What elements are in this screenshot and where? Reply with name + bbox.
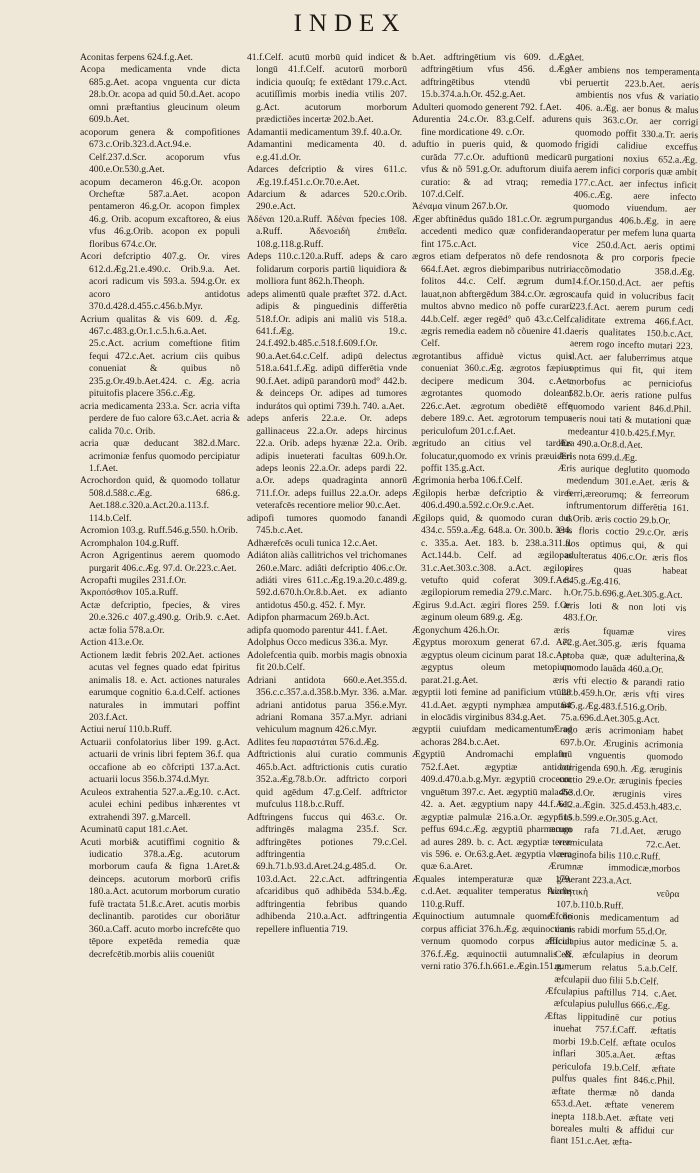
index-entry: ægritudo an citius vel tardius folucatur,quomodo ex vrinis præuideri poffit 135.g.Act. bbox=[412, 438, 572, 474]
index-entry: Æftas lippitudinē cur potius inuehat 757.f.Caff. æftatis morbi 19.b.Celf. æftate oculos inflari 305.a.Aet. æftas periculofa 19.b.Celf. æftate pulfus quales fint 846.c.Phil. æftate thermæ nõ danda 653.d.Aet. æftate venerem inepta 118.b.Aet. æftate veti boreales multi & affidui cur fiant 151.c.Aet. æfta- bbox=[544, 1010, 677, 1149]
index-entry: Adftringens fuccus qui 463.c. Or. adftringēs malagma 235.f. Scr. adftringētes potiones 79.c.Cel. adftringentia 69.h.71.b.93.d.Aret.24.g.485.d. Or. 103.d.Act. 22.c.Act. adftringentia afcaridibus quō adhibēda 534.b.Æg. adftringentia febribus quando adhibenda 210.a.Act. adftringentia repellere influentia 719. bbox=[247, 811, 407, 935]
index-entry: Ærumnæ immodicæ,morbos generant 223.a.Act. bbox=[547, 861, 681, 887]
index-entry: Aet. bbox=[567, 52, 585, 64]
index-entry: ægyptii cuiufdam medicamentum ad achoras 284.b.c.Aet. bbox=[412, 724, 572, 748]
index-entry: Acopa medicamenta vnde dicta 685.g.Aet. acopa vnguenta cur dicta 28.b.Or. acopa ad quid 50.d.Aet. acopo omni præftantius gleucinum oleum 609.b.Aet. bbox=[80, 64, 240, 126]
index-entry: ægros etiam defperatos nõ defe rendos 664.f.Aet. ægros diebimparibus nutriri folitos 44.c. Celf. ægrum dum lauat,non abftergēdum 384.c.Or. ægros multos abvno medico nõ poffe curari 44.b.Celf. æger regēd° quō 43.c.Celf. ægris remedia eadem nõ cõuenire 41.d. Celf. bbox=[412, 251, 572, 350]
index-entry: Ἀέναμα vinum 267.b.Or. bbox=[412, 201, 508, 213]
index-column-1 bbox=[80, 52, 240, 1167]
index-entry: Adriani antidota 660.e.Aet.355.d. 356.c.c.357.a.d.358.b.Myr. 336. a.Mar. adriani antidotus parua 356.e.Myr. adriani Romana 357.a.Myr. adriani vehiculum magnum 426.c.Myr. bbox=[247, 674, 407, 736]
index-entry: Adlites feu παραστάται 576.d.Æg. bbox=[247, 736, 380, 748]
index-entry: Actionem lædit febris 202.Aet. actiones acutas vel fegnes quado edat fpiritus animalis 18. e. Act. actiones naturales earumque cognitio 6.a.d.Celf. actiones naturales in immutari poffint 203.f.Act. bbox=[80, 649, 240, 724]
index-entry: adipofi tumores quomodo fanandi 745.b.c.Aet. bbox=[247, 512, 407, 537]
index-entry: Acrium qualitas & vis 609. d. Æg. 467.c.483.g.Or.1.c.5.h.6.a.Aet. 25.c.Act. acrium comeftione fitim fequi 472.c.Aet. acrium ciis quibus conueniat & quibus nõ 235.g.Or.49.b.Aet.424. c. Æg. acria pituitofis placere 356.c.Æg. bbox=[80, 313, 240, 400]
index-entry: Ægilopis herbæ defcriptio & vires 406.d.490.a.592.c.Or.9.c.Aet. bbox=[412, 487, 572, 512]
index-entry: Æris nota 699.d.Æg. bbox=[557, 450, 638, 464]
index-entry: Actiui neruí 110.b.Ruff. bbox=[80, 724, 172, 736]
index-entry: Adamantii medicamentum 39.f. 40.a.Or. bbox=[247, 126, 403, 138]
index-entry: acopum decameron 46.g.Or. acopon Orcheftæ 587.a.Aet. acopon pentameron 46.g.Or. acopon fimplex 46.g. Orib. acopum excaftoreo, & eius vfus 46.g.Orib. acopon ex populi floribus 674.c.Or. bbox=[80, 176, 240, 250]
index-entry: Ἀκροπόσθιον 105.a.Ruff. bbox=[80, 587, 179, 599]
index-entry: Æfchrionis medicamentum ad canis rabidi morfum 55.d.Or. bbox=[546, 911, 679, 938]
index-entry: Acuti morbi& acutiffimi cognitio & iudicatio 378.a.Æg. acutorum morborum caufa & figna 1.Aret.& deinceps. acutorum morborū crifis 180.a.Act. acutorum morborum curatio fufè tractata 51.ß.c.Aret. acutis morbis declinantib. parotides cur oboriātur 360.a.Caff. acuto morbo increfcēte quo tēpore expetēda remedia quæ decrefcētib.morbis aliis coueniūt bbox=[80, 836, 240, 960]
index-entry: Æquinoctium autumnale quomo do corpus afficiat 376.h.Æg. æquinoctium vernum quomodo corpus afficiat 376.f.Æg. æquinoctii autumnalis & verni ratio 376.f.h.661.e.Ægin.151.g. bbox=[412, 911, 572, 973]
index-entry: æris fquamæ vires 72.g.Aet.305.g. æris fquama proba quæ, quæ adulterina,& quomodo lauāda 460.a.Or. bbox=[553, 624, 686, 676]
index-entry: Aer ambiens nos temperamenta peruertit 223.b.Aet. aeris ambientis nos vfus & variatio 406. a.Æg. aer bonus & malus quis 363.c.Or. aer corrigi quomodo poffit 330.a.Tr. aeris frigidi calidiue exceffus purgationi noxius 652.a.Æg. aerem infici corporis quæ ambit 177.c.Act. aer infectus inficit 406.c.Æg. aere infecto quomodo viuendum. aer purgandus 406.b.Æg. in aere operatur per mefem luna quarta vice 250.d.Act. aeris optimi nota & pro corporis fpecie accõmodatio 358.d.Æg. 14.f.Or.150.d.Act. aer peftis caufa quid in volucribus facit 223.f.Act. aerem purum cedi caliditate extrema 466.f.Act. aeris qualitates 150.b.c.Act. aerem rogo incefto mutari 223. d.Act. aer faluberrimus atque optimus qui fit, qui item morbofus ac perniciofus 582.b.Or. aeris ratione pulfus quomodo varient 846.d.Phil. aeris noui tati & mutationi quæ medeantur 410.b.425.f.Myr. bbox=[567, 64, 700, 440]
index-entry: Acromphalon 104.g.Ruff. bbox=[80, 537, 179, 549]
index-entry: Adhærefcēs oculi tunica 12.c.Aet. bbox=[247, 537, 378, 549]
index-entry: aduftio in pueris quid, & quomodo curāda 77.c.Or. aduftionū medicarū vfus & nõ 591.g.Or. aduftorum diuifa curatio: & ad vtraq; remedia 107.d.Celf. bbox=[412, 139, 572, 200]
index-entry: Ægirus 9.d.Act. ægiri flores 259. f.Or. æginum oleum 689.g. Æg. bbox=[412, 599, 572, 624]
index-entry: 41.f.Celf. acutū morbū quid indicet & longū 41.f.Celf. acutorū morborū indicia quouſq; fe extēdant 179.c.Act. acutiſſimis morbis inedia vtilis 207. g.Act. acutorum morborum prædictiões incertæ 202.b.Aet. bbox=[247, 52, 407, 126]
index-entry: æris floris coctio 29.c.Or. æris flos optimus qui, & qui adulteratus 406.c.Or. æris flos vires quas habeat 645.g.Æg.416. h.Or.75.b.696.g.Aet.305.g.Act. æris loti & non loti vis 483.f.Or. bbox=[556, 525, 689, 625]
index-entry: adipfa quomodo parentur 441. f.Aet. bbox=[247, 624, 388, 636]
index-entry: acria quæ deducant 382.d.Marc. acrimoniæ fenfus quomodo percipiatur 1.f.Aet. bbox=[80, 438, 240, 474]
index-entry: Adulteri quomodo generent 792. f.Aet. bbox=[412, 101, 562, 113]
index-entry: Æris aurique deglutito quomodo medendum 301.e.Aet. æris & ferri,æreorumq; & ferreorum inftrumentorum differētia 161. d.Orib. æris coctio 29.b.Or. bbox=[557, 462, 690, 527]
index-entry: Actæ defcriptio, fpecies, & vires 20.e.326.c 407.g.490.g. Orib.9. c.Aet. actæ folia 578.a.Or. bbox=[80, 599, 240, 636]
index-entry: Adarcium & adarces 520.c.Orib. 290.e.Act. bbox=[247, 188, 407, 213]
index-entry: Æfculapius autor medicinæ 5. a. Celf. æfculapius in deorum numerum relatus 5.a.b.Celf. æfculapii duo filii 5.b.Celf. bbox=[546, 935, 679, 988]
index-entry: ægyptii loti femine ad panificium vtūtur 41.d.Aet. ægypti nymphæa amputant in elocādis virginibus 834.g.Aet. bbox=[412, 687, 572, 724]
index-entry: Ægonychum 426.h.Or. bbox=[412, 624, 500, 636]
index-entry: Αἰσθητικὴ νεῦρα 107.b.110.b.Ruff. bbox=[547, 886, 680, 912]
index-entry: Aconitas ferpens 624.f.g.Aet. bbox=[80, 52, 193, 63]
index-entry: Action 413.e.Or. bbox=[80, 637, 144, 649]
index-entry: Ærugo æris acrimoniam habet 697.b.Or. Æruginis acrimonia in vnguentis quomodo corrigenda 690.h. Æg. æruginis coctio 29.e.Or. æruginis fpecies 453.d.Or. æruginis vires 612.a.Ægin. 325.d.453.h.483.c. 515.b.599.e.Or.305.g.Act. bbox=[551, 724, 684, 826]
running-head bbox=[0, 8, 700, 48]
index-entry: Adftrictionis alui curatio communis 465.b.Act. adftrictionis cutis curatio 352.a.Æg.78.b.Or. adftricto corpori quid agēdum 47.g.Celf. adftrictor mufculus 118.b.c.Ruff. bbox=[247, 749, 407, 811]
page-title: INDEX bbox=[293, 10, 407, 37]
index-entry: Æger abftinēdus quādo 181.c.Or. ægrum accedenti medico quæ confideranda fint 175.c.Act. bbox=[412, 213, 572, 250]
index-entry: acoporum genera & compofitiones 673.c.Orib.323.d.Act.94.e. Celf.237.d.Scr. acoporum vfus 400.e.Or.530.g.Aet. bbox=[80, 126, 240, 176]
index-entry: Ἀδέναι 120.a.Ruff. Ἀδέναι fpecies 108. a.Ruff. Ἀδενοειδὴ ἐπιθεῖα. 108.g.118.g.Ruff. bbox=[247, 213, 407, 250]
index-entry: Adarces defcriptio & vires 611.c. Æg.19.f.451.c.Or.70.e.Aet. bbox=[247, 164, 407, 188]
index-entry: Ægyptiū Andromachi emplaftrū 752.f.Aet. ægyptiæ antidoti 409.d.470.a.b.g.Myr. ægyptiū croceum vnguētum 397.c. Aet. ægyptiū malache 42. a. Aet. ægyptium napy 44.f.Aet. ægyptiæ palmulæ 216.a.Or. ægyptius peffus 694.c.Æg. ægyptiū pharmacum ad aures 289. b. c. Act. ægyptiæ terræ vis 596. e. Or.63.g.Aet. ægyptia vlcera quæ 6.a.Aret. bbox=[412, 749, 572, 873]
index-entry: Acron Agrigentinus aerem quomodo purgarit 406.c.Æg. 97.d. Or.223.c.Aet. bbox=[80, 550, 240, 574]
index-entry: Acromion 103.g. Ruff.546.g.550. h.Orib. bbox=[80, 525, 238, 537]
index-entry: Adeps 110.c.120.a.Ruff. adeps & caro folidarum corporis partiū liquidiora & molliora funt 862.h.Theoph. bbox=[247, 251, 407, 288]
index-entry: Adurentia 24.c.Or. 83.g.Celf. adurens fine mordicatione 49. c.Or. bbox=[412, 114, 572, 138]
index-entry: Ægrimonia herba 106.f.Celf. bbox=[412, 475, 523, 487]
index-entry: Adolphus Occo medicus 336.a. Myr. bbox=[247, 637, 388, 649]
index-entry: Æra 490.a.Or.8.d.Aet. bbox=[558, 437, 644, 451]
index-entry: Acropafti mugiles 231.f.Or. bbox=[80, 575, 187, 587]
index-entry: adeps alimentū quale præftet 372. d.Act. adipis & pinguedinis differētia 518.f.Or. adipis ani maliū vis 518.a. 641.f.Æg. 19.c. 24.f.492.b.485.c.518.f.609.f.Or. 90.a.Aet.64.c.Celf. adipū delectus 518.a.641.f.Æg. adipū differētia vnde 90.f.Aet. adipū parandorū mod° 442.b. & deinceps Or. adipes ad tumores indurátos quì optimi 739.h. 740. a.Aet. bbox=[247, 288, 407, 412]
index-entry: Æquales intemperaturæ quæ 179. c.d.Aet. æqualiter temperatus fuccus 110.g.Ruff. bbox=[412, 873, 572, 910]
index-entry: adeps anferis 22.a.e. Or. adeps gallinaceus 22.a.Or. adeps hircinus 22.a. Orib. adeps hyænæ 22.a. Orib. adipis inueterati facultas 609.h.Or. adeps leonis 22.a.Or. adeps pardi 22. a.Or. adeps quadraginta annorū 711.f.Or. adeps fuillus 22.a.Or. adeps veterafcēs recentiore melior 90.c.Aet. bbox=[247, 413, 407, 512]
index-entry: Ægilops quid, & quomodo curan dus 434.c. 559.a.Æg. 648.a. Or. 300.b. 334. c. 335.a. Aet. 183. b. 238.a.311.a. Act.144.b. Celf. ad ægilopas 31.c.Aet.303.c.308. a.Act. ægilopi vetufto quid coferat 309.f.Act. ægilopiorum remedia 279.c.Marc. bbox=[412, 512, 572, 599]
index-entry: Adiáton aliàs callitrichos vel trichomanes 260.e.Marc. adiâti defcriptio 406.c.Or. adiáti vires 611.c.Æg.19.a.20.c.489.g. 592.d.670.h.Or.8.b.Aet. ex adianto antidotus 450.g. 452. f. Myr. bbox=[247, 550, 407, 611]
index-column-4 bbox=[541, 52, 700, 1170]
index-entry: Adipfon pharmacum 269.b.Act. bbox=[247, 612, 370, 624]
index-columns bbox=[0, 52, 700, 1167]
index-entry: ægrotantibus affiduè victus quis conueniat 360.c.Æg. ægrotos fæpius decipere medicum 304. c.Aet. ægrotantes quomodo doleant 226.c.Aet. ægrotum obediētē effe debere 189.c. Aet. ægrotorum tempus periculofum 201.c.f.Aet. bbox=[412, 350, 572, 437]
index-entry: Acori defcriptio 407.g. Or. vires 612.d.Æg.21.e.490.c. Orib.9.a. Aet. acori radicum vis 593.a. 594.g.Or. ex acoro antidotus 370.d.428.d.455.c.456.b.Myr. bbox=[80, 251, 240, 313]
index-entry: b.Aet. adftringētium vis 609. d.Æg. adftringētium vfus 456. d.Æg. adftringētibus vtendū vbi 15.b.374.a.h.Or. 452.g.Aet. bbox=[412, 52, 572, 101]
index-entry: Acrochordon quid, & quomodo tollatur 508.d.588.c.Æg. 686.g. Aet.188.c.320.a.Act.20.a.113.f. 114.b.Celf. bbox=[80, 475, 240, 524]
index-entry: Aculeos extrahentia 527.a.Æg.10. c.Act. aculei echini pedibus inhærentes vt extrahendi 397. g.Marcell. bbox=[80, 786, 240, 823]
index-entry: Ægyptus moroxum generat 67.d. Aet. ægyptus oleum cicinum parat 18.c.Aet. ægyptus oleum metopium parat.21.g.Aet. bbox=[412, 637, 572, 686]
index-column-2 bbox=[247, 52, 407, 1167]
index-entry: Adamantini medicamenta 40. d. e.g.41.d.Or. bbox=[247, 139, 407, 163]
index-entry: æris vfti electio & parandi ratio 28.b.459.h.Or. æris vfti vires 645.g.Æg.483.f.516.g.Orib. 75.a.696.d.Aet.305.g.Act. bbox=[552, 674, 685, 726]
index-entry: Æfculapius paftillus 714. c.Aet. æfculapius pulullus 666.c.Æg. bbox=[544, 985, 678, 1013]
index-entry: Adolefcentia quib. morbis magis obnoxia fit 20.b.Celf. bbox=[247, 649, 407, 674]
index-entry: Acuminatū caput 181.c.Aet. bbox=[80, 824, 188, 836]
index-entry: ærugo rafa 71.d.Aet. ærugo vermiculata 72.c.Aet. æruginofa bilis 110.c.Ruff. bbox=[548, 823, 682, 863]
index-entry: Actuarii confolatorius liber 199. g.Act. actuarii de vrinis libri feptem 36.f. qua occafione ab eo cõfcripti 137.a.Act. actuarii locus 356.b.374.d.Myr. bbox=[80, 736, 240, 786]
index-entry: acria medicamenta 233.a. Scr. acria vifta perdere de fuo calore 63.c.Aet. acria & calida 70.c. Orib. bbox=[80, 400, 240, 437]
